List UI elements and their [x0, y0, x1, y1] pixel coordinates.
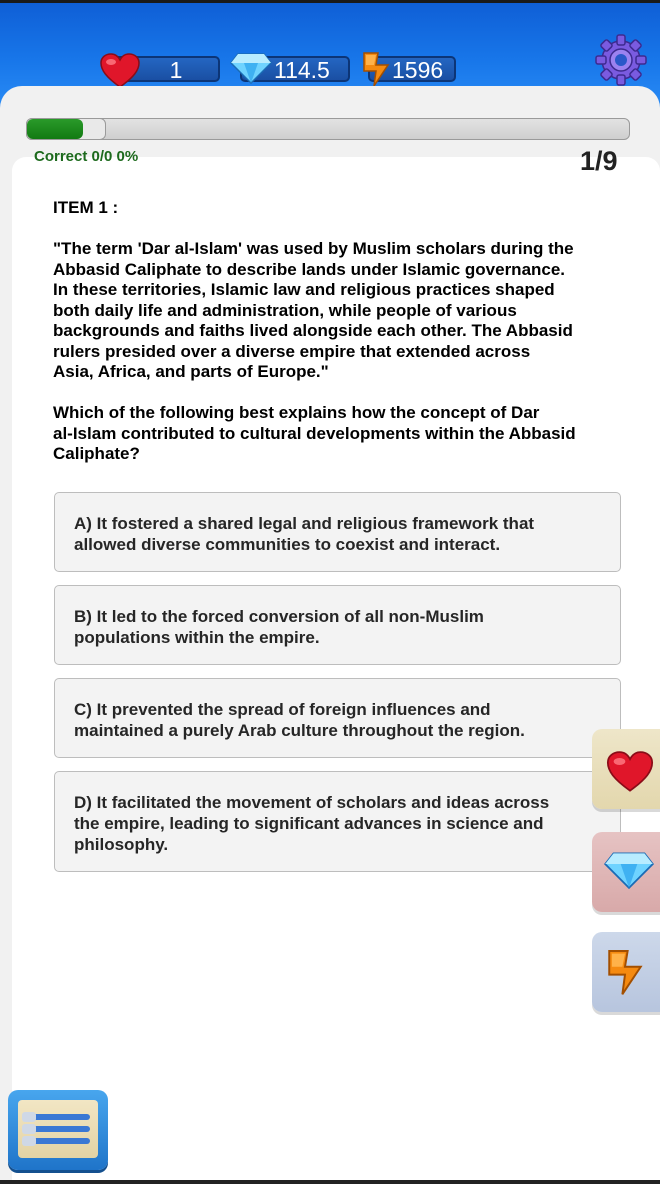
question-prompt: Which of the following best explains how the concept of Dar al-Islam contributed to cultural developments within the Abbasid Caliphate? [53, 403, 576, 463]
item-label: ITEM 1 : [53, 198, 119, 217]
progress-bar [26, 118, 630, 140]
question-counter: 1/9 [580, 146, 618, 176]
menu-button[interactable] [8, 1090, 108, 1170]
gem-icon [604, 850, 654, 890]
progress-fill [27, 119, 83, 139]
bottom-edge [0, 1180, 660, 1184]
answer-option-b[interactable] [54, 585, 621, 665]
answer-option-a-text: A) It fostered a shared legal and religious framework that allowed diverse communities to coexist and interact. [74, 514, 535, 554]
energy-icon [360, 51, 392, 87]
answer-option-c[interactable] [54, 678, 621, 758]
hearts-value: 1 [169, 57, 183, 83]
energy-value: 1596 [392, 57, 444, 83]
answer-option-d[interactable] [54, 771, 621, 872]
gem-icon [230, 52, 272, 84]
energy-powerup-button[interactable] [592, 932, 660, 1012]
question-passage: "The term 'Dar al-Islam' was used by Muslim scholars during the Abbasid Caliphate to describe lands under Islamic governance. In these territories, Islamic law and religious practices shaped both daily life and administration, while people of various backgrounds and faiths lived alongside each other. The Abbasid rulers presided over a diverse empire that extended across Asia, Africa, and parts of Europe." [53, 239, 574, 381]
answer-option-b-text: B) It led to the forced conversion of all non-Muslim populations within the empire. [74, 607, 484, 647]
heart-icon [100, 53, 140, 89]
gems-value: 114.5 [274, 57, 330, 83]
answer-option-a[interactable] [54, 492, 621, 572]
gem-powerup-button[interactable] [592, 832, 660, 912]
correct-score: Correct 0/0 0% [34, 148, 139, 165]
answer-option-d-text: D) It facilitated the movement of scholars and ideas across the empire, leading to significant advances in science and philosophy. [74, 793, 550, 854]
heart-powerup-button[interactable] [592, 729, 660, 809]
answer-option-c-text: C) It prevented the spread of foreign influences and maintained a purely Arab culture throughout the region. [74, 700, 525, 740]
gear-icon[interactable] [594, 33, 648, 87]
heart-icon [606, 751, 654, 793]
energy-icon [604, 946, 646, 998]
list-icon [18, 1100, 98, 1158]
